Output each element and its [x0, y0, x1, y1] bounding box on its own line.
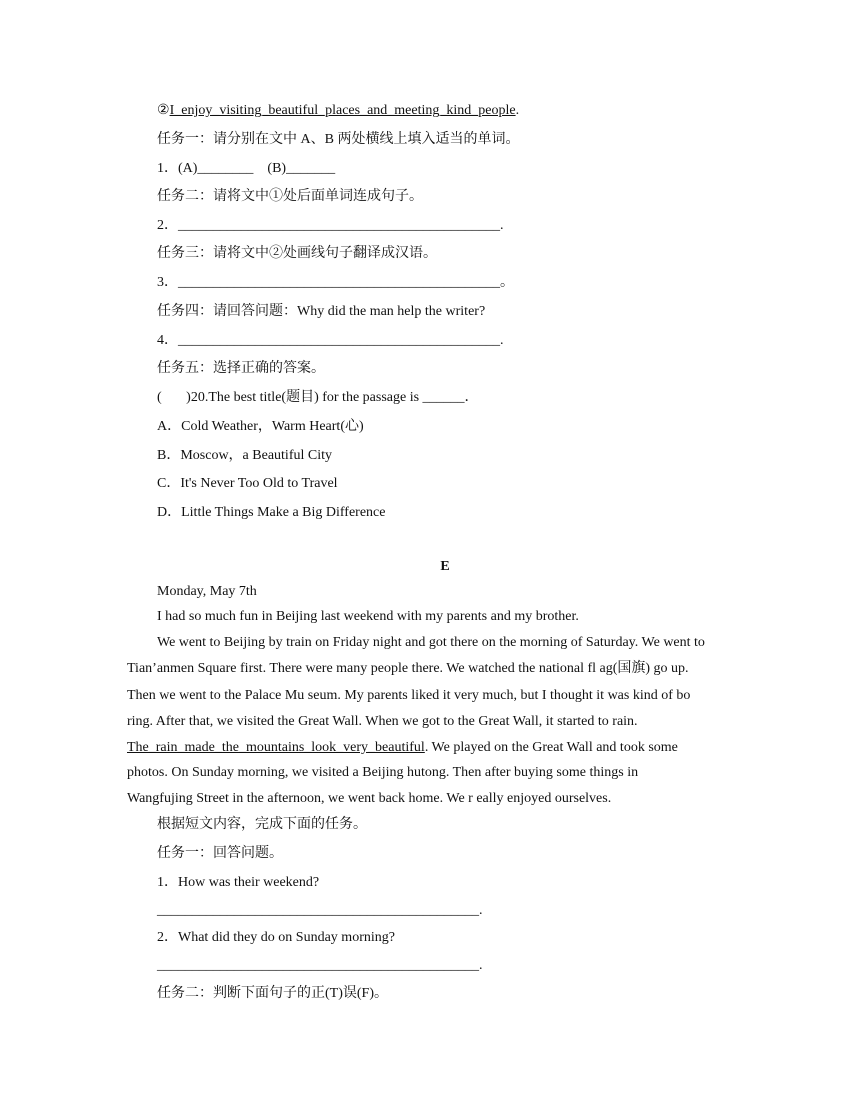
option-d: D．Little Things Make a Big Difference — [157, 505, 386, 520]
e-answer-1-blank: ______________________________________________. — [157, 903, 483, 918]
task5-label: 任务五：选择正确的答案。 — [157, 361, 325, 376]
e-question-2: 2．What did they do on Sunday morning? — [157, 930, 395, 945]
e-task1-label: 任务一：回答问题。 — [157, 846, 283, 861]
paragraph-2-line-4: ring. After that, we visited the Great Wall. When we got to the Great Wall, it started to rain. — [127, 714, 638, 729]
task2-answer-blank: 2．______________________________________________. — [157, 218, 504, 233]
question-20: ( )20.The best title(题目) for the passage is ______． — [157, 390, 479, 405]
circled-number: ② — [157, 103, 170, 118]
task2-label: 任务二：请将文中①处后面单词连成句子。 — [157, 189, 423, 204]
e-task2-label: 任务二：判断下面句子的正(T)误(F)。 — [157, 986, 388, 1001]
task3-answer-blank: 3．______________________________________________。 — [157, 275, 514, 290]
underlined-sentence: The_rain_made_the_mountains_look_very_beautiful — [127, 740, 425, 755]
paragraph-2-line-6: photos. On Sunday morning, we visited a Beijing hutong. Then after buying some things in — [127, 765, 639, 780]
task1-label: 任务一：请分别在文中 A、B 两处横线上填入适当的单词。 — [157, 132, 520, 147]
option-a: A．Cold Weather，Warm Heart(心) — [157, 419, 364, 434]
task3-label: 任务三：请将文中②处画线句子翻译成汉语。 — [157, 246, 437, 261]
underlined-sentence-2: ②I_enjoy_visiting_beautiful_places_and_meeting_kind_people. — [157, 103, 520, 118]
diary-date: Monday, May 7th — [157, 584, 257, 599]
paragraph-2-line-3: Then we went to the Palace Mu seum. My parents liked it very much, but I thought it was kind of bo — [127, 688, 691, 703]
paragraph-2-line-5: The_rain_made_the_mountains_look_very_beautiful. We played on the Great Wall and took some — [127, 740, 678, 755]
section-heading-e: E — [440, 559, 450, 574]
paragraph-1: I had so much fun in Beijing last weekend with my parents and my brother. — [157, 609, 579, 624]
paragraph-2-line-7: Wangfujing Street in the afternoon, we went back home. We r eally enjoyed ourselves. — [127, 791, 612, 806]
paragraph-2-line-1: We went to Beijing by train on Friday night and got there on the morning of Saturday. We went to — [157, 635, 705, 650]
option-c: C．It's Never Too Old to Travel — [157, 476, 338, 491]
e-question-1: 1．How was their weekend? — [157, 875, 320, 890]
e-answer-2-blank: ______________________________________________. — [157, 958, 483, 973]
underlined-text: I_enjoy_visiting_beautiful_places_and_meeting_kind_people — [169, 103, 516, 118]
paragraph-2-line-2: Tian’anmen Square first. There were many people there. We watched the national fl ag(国旗) go up. — [127, 661, 689, 676]
instruction: 根据短文内容，完成下面的任务。 — [157, 817, 367, 832]
task4-label: 任务四：请回答问题：Why did the man help the writer? — [157, 304, 486, 319]
task1-answer-blank: 1．(A)________ (B)_______ — [157, 161, 336, 176]
task4-answer-blank: 4．______________________________________________. — [157, 333, 504, 348]
option-b: B．Moscow，a Beautiful City — [157, 448, 332, 463]
